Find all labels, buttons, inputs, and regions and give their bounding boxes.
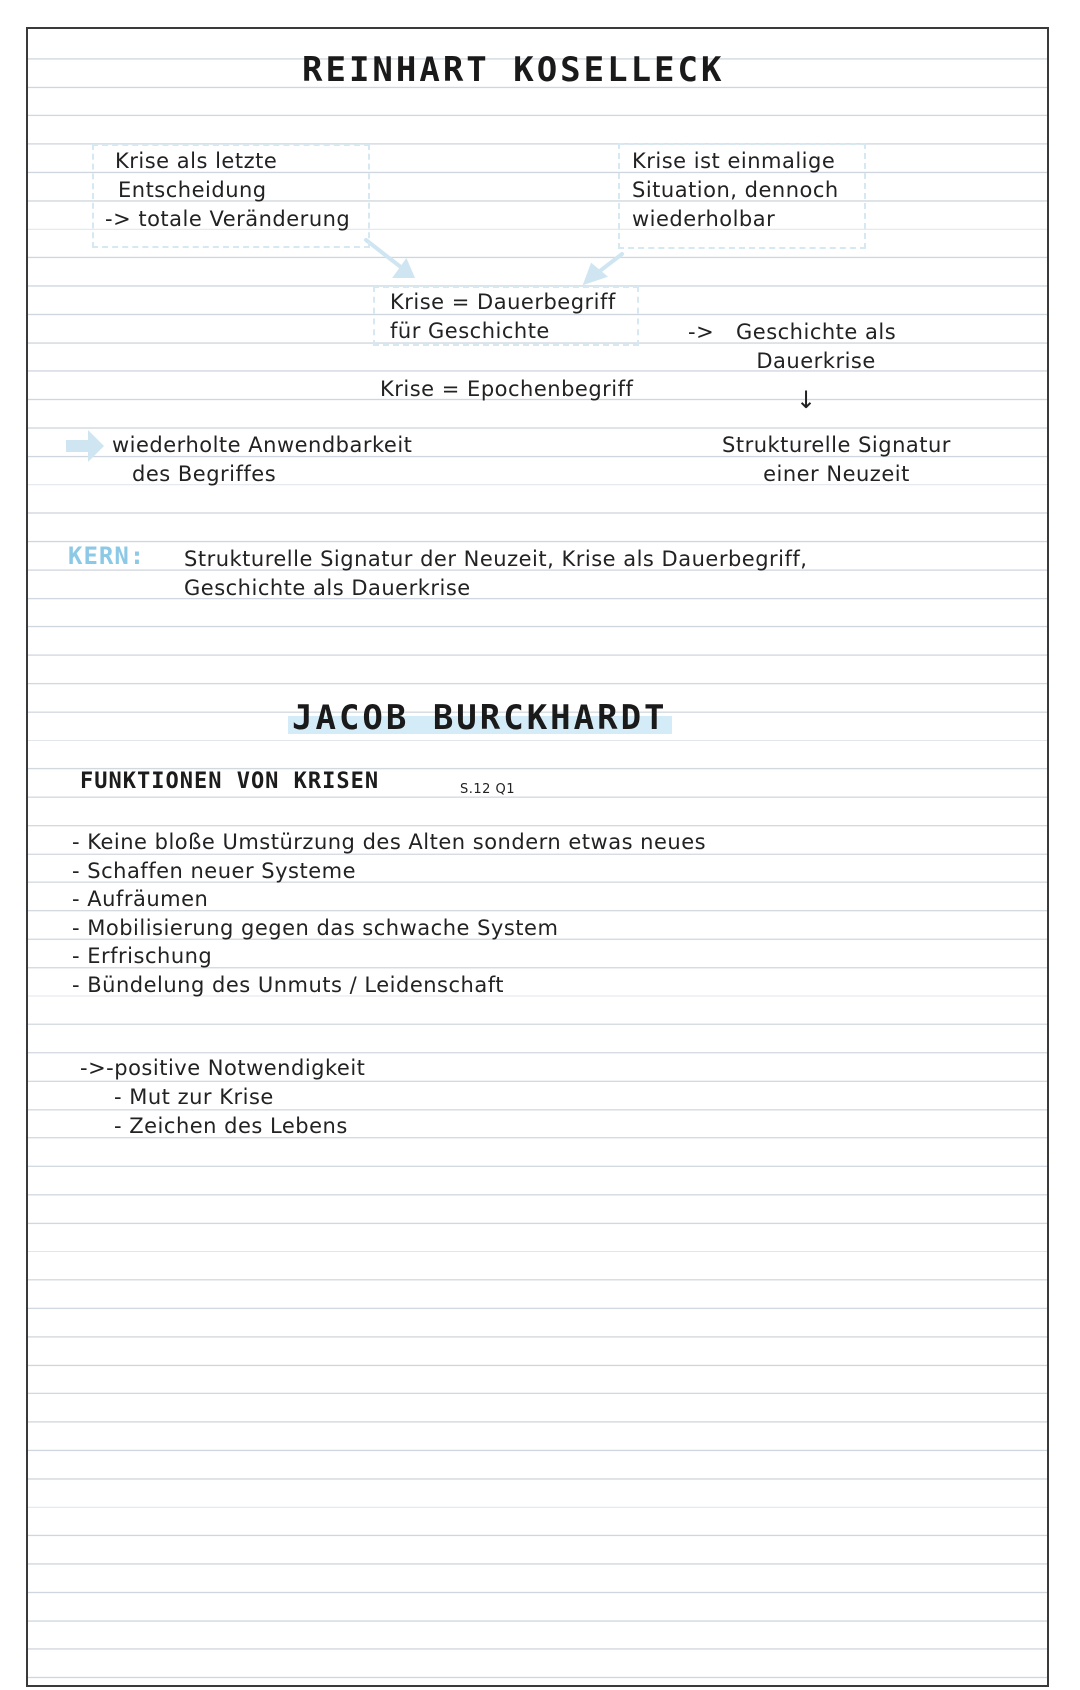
list-item: - Bündelung des Unmuts / Leidenschaft bbox=[72, 972, 504, 997]
functions-list bbox=[72, 828, 706, 999]
text-line: Krise als letzte bbox=[115, 149, 278, 173]
box-left-text bbox=[105, 147, 351, 234]
list-item: - Erfrischung bbox=[72, 944, 213, 968]
text-line: des Begriffes bbox=[132, 462, 277, 486]
conclusion-block bbox=[80, 1054, 365, 1141]
list-item: - Keine bloße Umstürzung des Alten sondern etwas neues bbox=[72, 830, 707, 854]
big-arrow-head bbox=[88, 430, 104, 462]
text-line: - Zeichen des Lebens bbox=[114, 1114, 348, 1138]
text-line: Geschichte als Dauerkrise bbox=[184, 576, 471, 600]
burckhardt-title: JACOB BURCKHARDT bbox=[288, 698, 672, 738]
kern-label: KERN: bbox=[68, 542, 146, 570]
box-right-text bbox=[632, 147, 839, 234]
text-line: einer Neuzeit bbox=[763, 462, 910, 486]
structural-signature bbox=[722, 431, 951, 489]
down-arrow-icon: ↓ bbox=[796, 386, 817, 414]
text-line: Situation, dennoch bbox=[632, 178, 839, 202]
text-line: - Mut zur Krise bbox=[114, 1085, 274, 1109]
text-line: -> totale Veränderung bbox=[105, 207, 351, 231]
list-item: - Aufräumen bbox=[72, 887, 209, 911]
text-line: Entscheidung bbox=[118, 178, 267, 202]
history-dauerkrise bbox=[736, 318, 896, 376]
text-line: wiederholbar bbox=[632, 207, 776, 231]
arrow-left-to-center bbox=[366, 240, 402, 268]
box-center-text bbox=[390, 288, 616, 346]
text-line: Krise ist einmalige bbox=[632, 149, 836, 173]
text-line: wiederholte Anwendbarkeit bbox=[112, 433, 413, 457]
text-line: Krise = Dauerbegriff bbox=[390, 290, 616, 314]
text-line: Strukturelle Signatur der Neuzeit, Krise als Dauerbegriff, bbox=[184, 547, 808, 571]
text-line: Dauerkrise bbox=[756, 349, 876, 373]
kern-text bbox=[184, 545, 807, 603]
list-item: - Mobilisierung gegen das schwache System bbox=[72, 915, 559, 940]
text-line: ->-positive Notwendigkeit bbox=[80, 1056, 366, 1080]
right-arrow-label: -> bbox=[688, 320, 715, 344]
text-line: Geschichte als bbox=[736, 320, 897, 344]
repeated-usage-text bbox=[112, 431, 412, 489]
functions-subtitle: FUNKTIONEN VON KRISEN bbox=[80, 769, 380, 794]
list-item: - Schaffen neuer Systeme bbox=[72, 858, 356, 883]
text-line: Strukturelle Signatur bbox=[722, 433, 951, 457]
page-reference: S.12 Q1 bbox=[460, 782, 516, 797]
big-arrow-body bbox=[66, 440, 88, 452]
koselleck-title: REINHART KOSELLECK bbox=[302, 50, 725, 90]
text-line: für Geschichte bbox=[390, 319, 550, 343]
epoch-text: Krise = Epochenbegriff bbox=[380, 377, 634, 401]
